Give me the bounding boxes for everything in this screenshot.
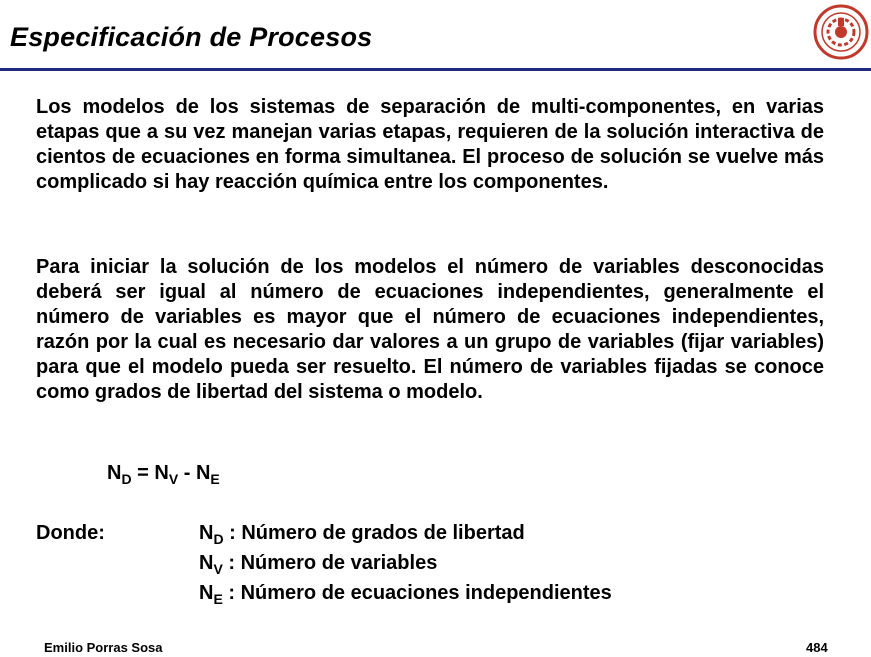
page-number: 484	[806, 640, 828, 655]
paragraph-intro: Los modelos de los sistemas de separación de multi-componentes, en varias etapas que a su vez manejan varias etapas, requieren de la solución interactiva de cientos de ecuaciones en forma simultanea. El proceso de solución se vuelve más complicado si hay reacción química entre los componentes.	[36, 96, 824, 193]
formula-term-2: N	[195, 462, 211, 484]
formula-equals: =	[131, 462, 155, 484]
title-underline	[0, 68, 871, 71]
definition-nd	[199, 522, 612, 552]
degrees-of-freedom-formula	[107, 462, 220, 487]
definition-text: : Número de grados de libertad	[223, 522, 525, 544]
formula-term-1-subscript: V	[168, 471, 179, 487]
formula-lhs: N	[107, 462, 122, 484]
definition-symbol: N	[199, 552, 214, 574]
university-seal-logo	[813, 2, 869, 62]
paragraph-degrees-of-freedom: Para iniciar la solución de los modelos el número de variables desconocidas deberá ser igual al número de ecuaciones independientes, generalmente el número de variables es mayor que el número de ecuaciones independientes, razón por la cual es necesario dar valores a un grupo de variables (fijar variables) para que el modelo pueda ser resuelto. El número de variables fijadas se conoce como grados de libertad del sistema o modelo.	[36, 256, 824, 403]
slide-title: Especificación de Procesos	[10, 22, 373, 52]
formula-term-1: N	[154, 462, 169, 484]
footer-author: Emilio Porras Sosa	[44, 640, 163, 655]
definition-nv	[199, 552, 612, 582]
formula-term-2-subscript: E	[210, 471, 220, 487]
definition-symbol: N	[199, 522, 214, 544]
definitions-list	[199, 522, 612, 612]
definition-subscript: E	[213, 591, 223, 607]
definition-text: : Número de variables	[222, 552, 438, 574]
formula-lhs-subscript: D	[121, 471, 132, 487]
definition-subscript: D	[213, 531, 224, 547]
definition-symbol: N	[199, 582, 214, 604]
definition-text: : Número de ecuaciones independientes	[222, 582, 612, 604]
definition-subscript: V	[213, 561, 223, 577]
where-label: Donde:	[36, 522, 105, 544]
formula-minus: -	[178, 462, 196, 484]
definition-ne	[199, 582, 612, 612]
